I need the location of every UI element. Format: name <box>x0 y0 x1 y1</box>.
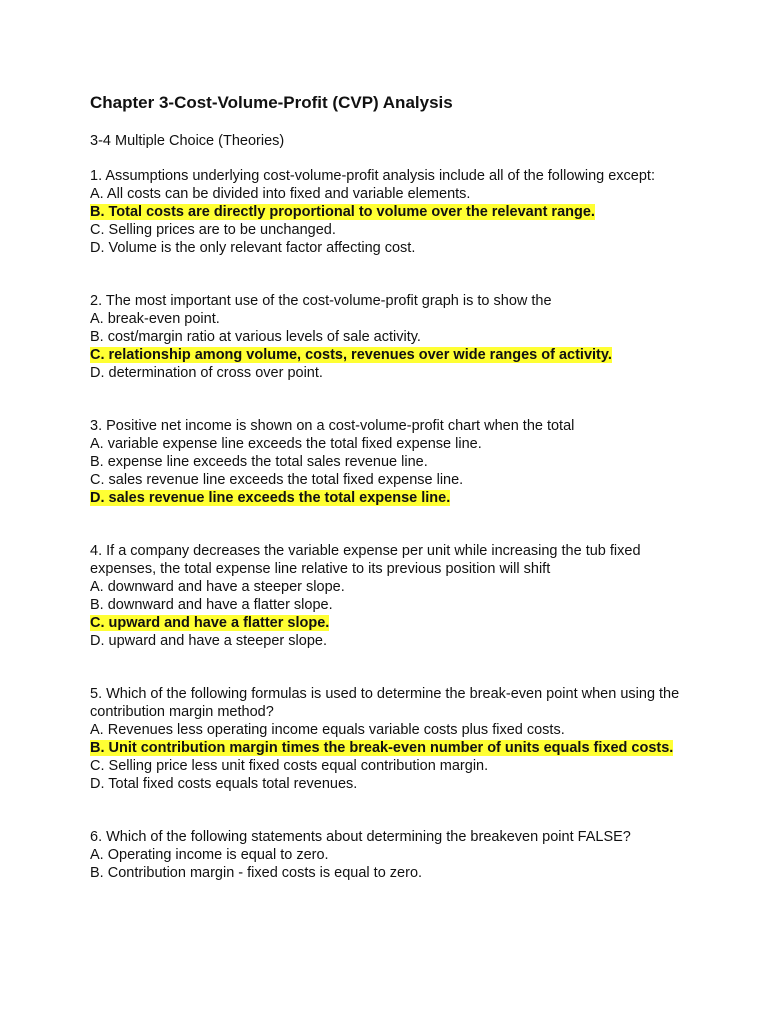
option-d: D. upward and have a steeper slope. <box>90 633 327 649</box>
option-c-correct <box>90 346 690 364</box>
correct-answer-highlight: B. Unit contribution margin times the break-even number of units equals fixed costs. <box>90 740 674 756</box>
option-a: A. Revenues less operating income equals variable costs plus fixed costs. <box>90 722 565 738</box>
option-b-correct <box>90 739 690 757</box>
correct-answer-highlight: D. sales revenue line exceeds the total expense line. <box>90 490 451 506</box>
option-d: D. Volume is the only relevant factor affecting cost. <box>90 240 416 256</box>
question-text: 3. Positive net income is shown on a cost-volume-profit chart when the total <box>90 418 575 434</box>
option-b: B. cost/margin ratio at various levels of sale activity. <box>90 329 421 345</box>
question-6 <box>90 828 690 882</box>
option-a: A. variable expense line exceeds the total fixed expense line. <box>90 436 482 452</box>
option-b: B. expense line exceeds the total sales revenue line. <box>90 454 428 470</box>
question-2 <box>90 292 690 382</box>
option-b-correct <box>90 203 690 221</box>
option-c: C. sales revenue line exceeds the total fixed expense line. <box>90 472 464 488</box>
question-4 <box>90 542 690 650</box>
question-1 <box>90 167 690 257</box>
question-5 <box>90 685 690 793</box>
section-heading: 3-4 Multiple Choice (Theories) <box>90 133 285 149</box>
question-text: 5. Which of the following formulas is used to determine the break-even point when using the contribution margin method? <box>90 686 680 720</box>
option-d: D. determination of cross over point. <box>90 365 323 381</box>
chapter-title: Chapter 3-Cost-Volume-Profit (CVP) Analysis <box>90 93 453 112</box>
question-3 <box>90 417 690 507</box>
option-d: D. Total fixed costs equals total revenues. <box>90 776 358 792</box>
question-text: 2. The most important use of the cost-volume-profit graph is to show the <box>90 293 552 309</box>
option-d-correct <box>90 489 690 507</box>
option-a: A. break-even point. <box>90 311 220 327</box>
correct-answer-highlight: C. upward and have a flatter slope. <box>90 615 330 631</box>
question-text: 4. If a company decreases the variable expense per unit while increasing the tub fixed expenses, the total expense line relative to its previous position will shift <box>90 543 641 577</box>
option-c: C. Selling prices are to be unchanged. <box>90 222 336 238</box>
option-b: B. Contribution margin - fixed costs is equal to zero. <box>90 865 423 881</box>
option-b: B. downward and have a flatter slope. <box>90 597 333 613</box>
option-a: A. downward and have a steeper slope. <box>90 579 345 595</box>
question-text: 1. Assumptions underlying cost-volume-profit analysis include all of the following except: <box>90 168 655 184</box>
option-a: A. Operating income is equal to zero. <box>90 847 329 863</box>
option-a: A. All costs can be divided into fixed and variable elements. <box>90 186 471 202</box>
correct-answer-highlight: B. Total costs are directly proportional to volume over the relevant range. <box>90 204 595 220</box>
document-page <box>90 92 690 882</box>
question-text: 6. Which of the following statements about determining the breakeven point FALSE? <box>90 829 631 845</box>
option-c-correct <box>90 614 690 632</box>
correct-answer-highlight: C. relationship among volume, costs, revenues over wide ranges of activity. <box>90 347 612 363</box>
option-c: C. Selling price less unit fixed costs equal contribution margin. <box>90 758 489 774</box>
